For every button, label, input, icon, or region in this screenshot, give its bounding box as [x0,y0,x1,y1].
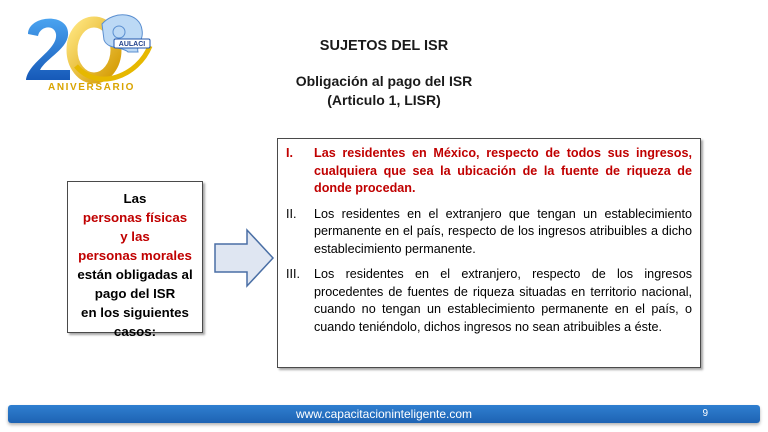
footer-url-link[interactable]: www.capacitacioninteligente.com [295,407,473,421]
case-number: I. [286,146,293,160]
case-text: Los residentes en el extranjero que tengan un establecimiento permanente en el país, respecto de los ingresos atribuibles a dicho establecimiento permanente. [314,206,692,256]
case-number: II. [286,206,297,221]
subjects-line-4: personas morales [78,248,192,263]
page-number: 9 [702,408,708,419]
page-subtitle [0,72,768,110]
subtitle-line-2: (Articulo 1, LISR) [327,92,441,108]
subjects-line-5: están obligadas al [77,267,193,282]
subjects-line-3: y las [120,229,150,244]
case-text: Las residentes en México, respecto de todos sus ingresos, cualquiera que sea la ubicación de la fuente de riqueza de donde procedan. [314,146,692,195]
case-text: Los residentes en el extranjero, respecto de los ingresos procedentes de fuentes de riqueza situadas en territorio nacional, cuando no tengan un establecimiento permanente en el país, o cuando teniéndolo, dichos ingresos no sean atribuibles a éste. [314,267,692,334]
logo-anniversary-text: ANIVERSARIO [48,82,136,93]
case-number: III. [286,267,300,281]
cases-box [277,138,701,368]
subjects-line-7: en los siguientes [81,305,189,320]
svg-text:AULACI: AULACI [118,41,146,48]
case-item-2 [286,206,692,259]
page-title: SUJETOS DEL ISR [319,38,449,54]
subtitle-line-1: Obligación al pago del ISR [295,73,473,89]
subjects-line-8: casos: [113,324,157,339]
subjects-line-2: personas físicas [82,210,188,225]
subjects-line-6: pago del ISR [94,286,176,301]
case-item-3 [286,266,692,336]
case-item-1 [286,145,692,198]
right-arrow-icon [213,228,275,288]
subjects-box [67,181,203,339]
footer-bar [8,405,760,423]
subjects-line-1: Las [123,191,147,206]
